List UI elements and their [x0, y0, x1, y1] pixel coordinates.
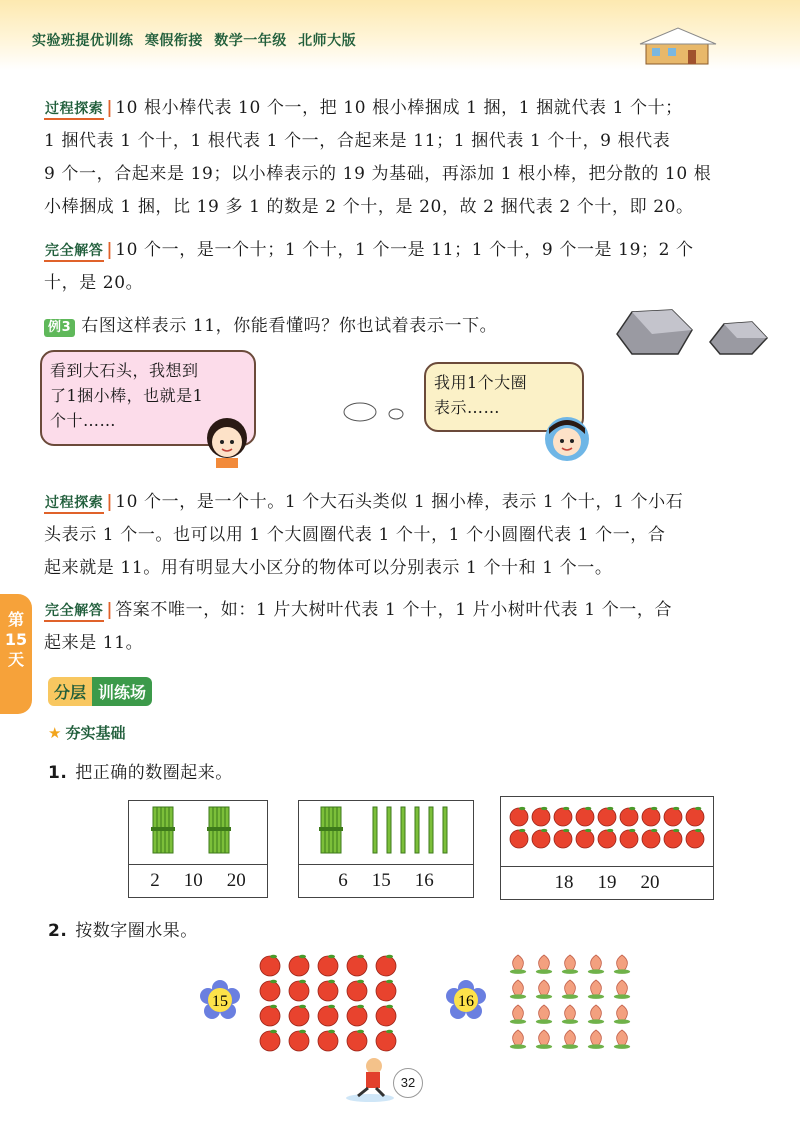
- number-choice[interactable]: 16: [414, 870, 434, 891]
- thought-circles: [340, 400, 410, 424]
- apple-icon: [686, 829, 704, 848]
- peach-icon: [562, 980, 578, 999]
- apple-icon: [318, 1030, 338, 1051]
- peach-icon: [536, 955, 552, 974]
- answer-paragraph-1: 完全解答 | 10 个一，是一个十；1 个十，1 个一是 11；1 个十，9 个一是 19；2 个 十，是 20。: [44, 234, 764, 300]
- question-2: [48, 916, 198, 941]
- section-banner: [48, 677, 152, 707]
- question-text: 把正确的数圈起来。: [75, 763, 233, 783]
- flower-badge-16: [446, 980, 486, 1020]
- apple-icon: [318, 980, 338, 1001]
- apple-icon: [260, 1030, 280, 1051]
- peach-icon: [510, 955, 526, 974]
- number-choice[interactable]: 10: [183, 870, 203, 891]
- process-paragraph-2: 过程探索 | 10 个一，是一个十。1 个大石头类似 1 捆小棒，表示 1 个十，1 个小石 头表示 1 个一。也可以用 1 个大圆圈代表 1 个十，1 个小圆圈代表 1 个一，合 起来就是 11。用有明显大小区分的物体可以分别表示 1 个十和 1 个一。: [44, 486, 764, 585]
- apple-icon: [664, 807, 682, 826]
- question-1: [48, 758, 233, 783]
- answer-box-1: [128, 800, 268, 898]
- peach-icon: [562, 1030, 578, 1049]
- apple-icon: [598, 829, 616, 848]
- apple-icon: [510, 829, 528, 848]
- answer-box-3: [500, 796, 714, 900]
- para-line: 起来就是 11。用有明显大小区分的物体可以分别表示 1 个十和 1 个一。: [44, 558, 613, 578]
- question-text: 按数字圈水果。: [75, 921, 198, 941]
- apple-icon: [347, 1030, 367, 1051]
- flower-number: 15: [212, 993, 228, 1010]
- apple-icon: [260, 955, 280, 976]
- para-line: 起来是 11。: [44, 633, 144, 653]
- peach-icon: [614, 980, 630, 999]
- apple-icon: [576, 829, 594, 848]
- apple-icon: [289, 980, 309, 1001]
- bubble-line: 了1捆小棒，也就是1: [50, 386, 204, 405]
- section-banner-part1: 分层: [48, 677, 92, 706]
- rocks-illustration: [612, 304, 782, 364]
- apple-icon: [347, 1005, 367, 1026]
- process-tag: 过程探索: [44, 100, 104, 120]
- para-line: 小棒捆成 1 捆，比 19 多 1 的数是 2 个十，是 20，故 2 捆代表 2 个十，即 20。: [44, 197, 694, 217]
- apple-icon: [576, 807, 594, 826]
- peach-icon: [562, 1005, 578, 1024]
- page-number: 32: [393, 1068, 423, 1098]
- apple-icon: [510, 807, 528, 826]
- process-paragraph-1: 过程探索 | 10 根小棒代表 10 个一，把 10 根小棒捆成 1 捆，1 捆就代表 1 个十； 1 捆代表 1 个十，1 根代表 1 个一，合起来是 11；1 捆代表 1 个十，9 根代表 9 个一，合起来是 19；以小棒表示的 19 为基础，再添加 1 根小棒，把分散的 10 根 小棒捆成 1 捆，比 19 多 1 的数是 2 个十，是 20，故 2 捆代表 2 个十，即 20。: [44, 92, 764, 224]
- apple-icon: [554, 807, 572, 826]
- question-number: 1.: [48, 763, 68, 783]
- peach-icon: [536, 980, 552, 999]
- example-text: 右图这样表示 11，你能看懂吗？你也试着表示一下。: [81, 316, 498, 336]
- apple-icon: [289, 1005, 309, 1026]
- answer-tag: 完全解答: [44, 602, 104, 622]
- page-header: [0, 0, 800, 70]
- apple-icon: [376, 980, 396, 1001]
- sticks-illustration: [299, 801, 473, 859]
- peaches-group[interactable]: [500, 948, 650, 1058]
- para-line: 10 个一，是一个十。1 个大石头类似 1 捆小棒，表示 1 个十，1 个小石: [115, 492, 684, 512]
- answer-box-2: [298, 800, 474, 898]
- flower-badge-15: [200, 980, 240, 1020]
- peach-icon: [536, 1030, 552, 1049]
- apple-icon: [642, 829, 660, 848]
- para-line: 9 个一，合起来是 19；以小棒表示的 19 为基础，再添加 1 根小棒，把分散的 10 根: [44, 164, 712, 184]
- apple-icon: [598, 807, 616, 826]
- bubble-line: 个十……: [50, 411, 117, 430]
- peach-icon: [588, 1030, 604, 1049]
- peach-icon: [510, 980, 526, 999]
- apples-group[interactable]: [252, 948, 402, 1058]
- question-number: 2.: [48, 921, 68, 941]
- number-choice[interactable]: 2: [150, 870, 160, 891]
- number-choice[interactable]: 15: [371, 870, 391, 891]
- peach-icon: [614, 1030, 630, 1049]
- peach-icon: [614, 1005, 630, 1024]
- number-choice[interactable]: 18: [554, 872, 574, 893]
- house-icon: [638, 26, 718, 66]
- number-choices: [129, 864, 267, 897]
- peach-icon: [588, 980, 604, 999]
- number-choice[interactable]: 19: [597, 872, 617, 893]
- skater-mascot-icon: [340, 1054, 400, 1104]
- flower-number: 16: [458, 993, 474, 1010]
- number-choice[interactable]: 6: [338, 870, 348, 891]
- apple-icon: [260, 1005, 280, 1026]
- apple-icon: [620, 829, 638, 848]
- subheading-text: 夯实基础: [65, 724, 126, 742]
- apple-icon: [289, 955, 309, 976]
- side-tab-text: 15: [4, 630, 28, 649]
- apple-icon: [532, 829, 550, 848]
- peach-icon: [510, 1030, 526, 1049]
- para-line: 1 捆代表 1 个十，1 根代表 1 个一，合起来是 11；1 捆代表 1 个十，9 根代表: [44, 131, 671, 151]
- apple-icon: [289, 1030, 309, 1051]
- apple-icon: [347, 980, 367, 1001]
- side-tab-text: 第: [7, 610, 24, 629]
- para-line: 头表示 1 个一。也可以用 1 个大圆圈代表 1 个十，1 个小圆圈代表 1 个一，合: [44, 525, 666, 545]
- para-line: 十，是 20。: [44, 273, 144, 293]
- apple-icon: [260, 980, 280, 1001]
- bubble-line: 我用1个大圈: [434, 373, 528, 392]
- apple-icon: [642, 807, 660, 826]
- day-side-tab: [0, 594, 32, 714]
- number-choice[interactable]: 20: [640, 872, 660, 893]
- para-line: 答案不唯一，如：1 片大树叶代表 1 个十，1 片小树叶代表 1 个一，合: [115, 600, 673, 620]
- peach-icon: [510, 1005, 526, 1024]
- number-choice[interactable]: 20: [226, 870, 246, 891]
- example-3: [44, 310, 604, 343]
- peach-icon: [614, 955, 630, 974]
- apple-icon: [620, 807, 638, 826]
- apple-icon: [376, 1005, 396, 1026]
- number-choices: [299, 864, 473, 897]
- header-title: 实验班提优训练 寒假衔接 数学一年级 北师大版: [32, 33, 357, 49]
- apple-icon: [376, 1030, 396, 1051]
- peach-icon: [588, 1005, 604, 1024]
- peach-icon: [562, 955, 578, 974]
- girl-avatar: [202, 412, 252, 468]
- peach-icon: [588, 955, 604, 974]
- apple-icon: [376, 955, 396, 976]
- apple-icon: [686, 807, 704, 826]
- example-tag: 例3: [44, 319, 75, 337]
- peach-icon: [536, 1005, 552, 1024]
- star-icon: ★: [48, 724, 62, 742]
- stick-bundles-illustration: [129, 801, 267, 859]
- apple-icon: [664, 829, 682, 848]
- side-tab-text: 天: [7, 650, 24, 669]
- apple-icon: [532, 807, 550, 826]
- bubble-line: 表示……: [434, 398, 501, 417]
- apple-icon: [318, 1005, 338, 1026]
- boy-avatar: [540, 412, 594, 466]
- number-choices: [501, 866, 713, 899]
- bubble-line: 看到大石头，我想到: [50, 361, 199, 380]
- para-line: 10 根小棒代表 10 个一，把 10 根小棒捆成 1 捆，1 捆就代表 1 个十；: [115, 98, 683, 118]
- answer-tag: 完全解答: [44, 242, 104, 262]
- apples-illustration: [501, 797, 713, 861]
- answer-paragraph-2: 完全解答 | 答案不唯一，如：1 片大树叶代表 1 个十，1 片小树叶代表 1 个一，合 起来是 11。: [44, 594, 764, 660]
- apple-icon: [347, 955, 367, 976]
- para-line: 10 个一，是一个十；1 个十，1 个一是 11；1 个十，9 个一是 19；2 个: [115, 240, 694, 260]
- process-tag: 过程探索: [44, 494, 104, 514]
- section-banner-part2: 训练场: [92, 677, 152, 706]
- subheading: [48, 722, 125, 743]
- apple-icon: [554, 829, 572, 848]
- apple-icon: [318, 955, 338, 976]
